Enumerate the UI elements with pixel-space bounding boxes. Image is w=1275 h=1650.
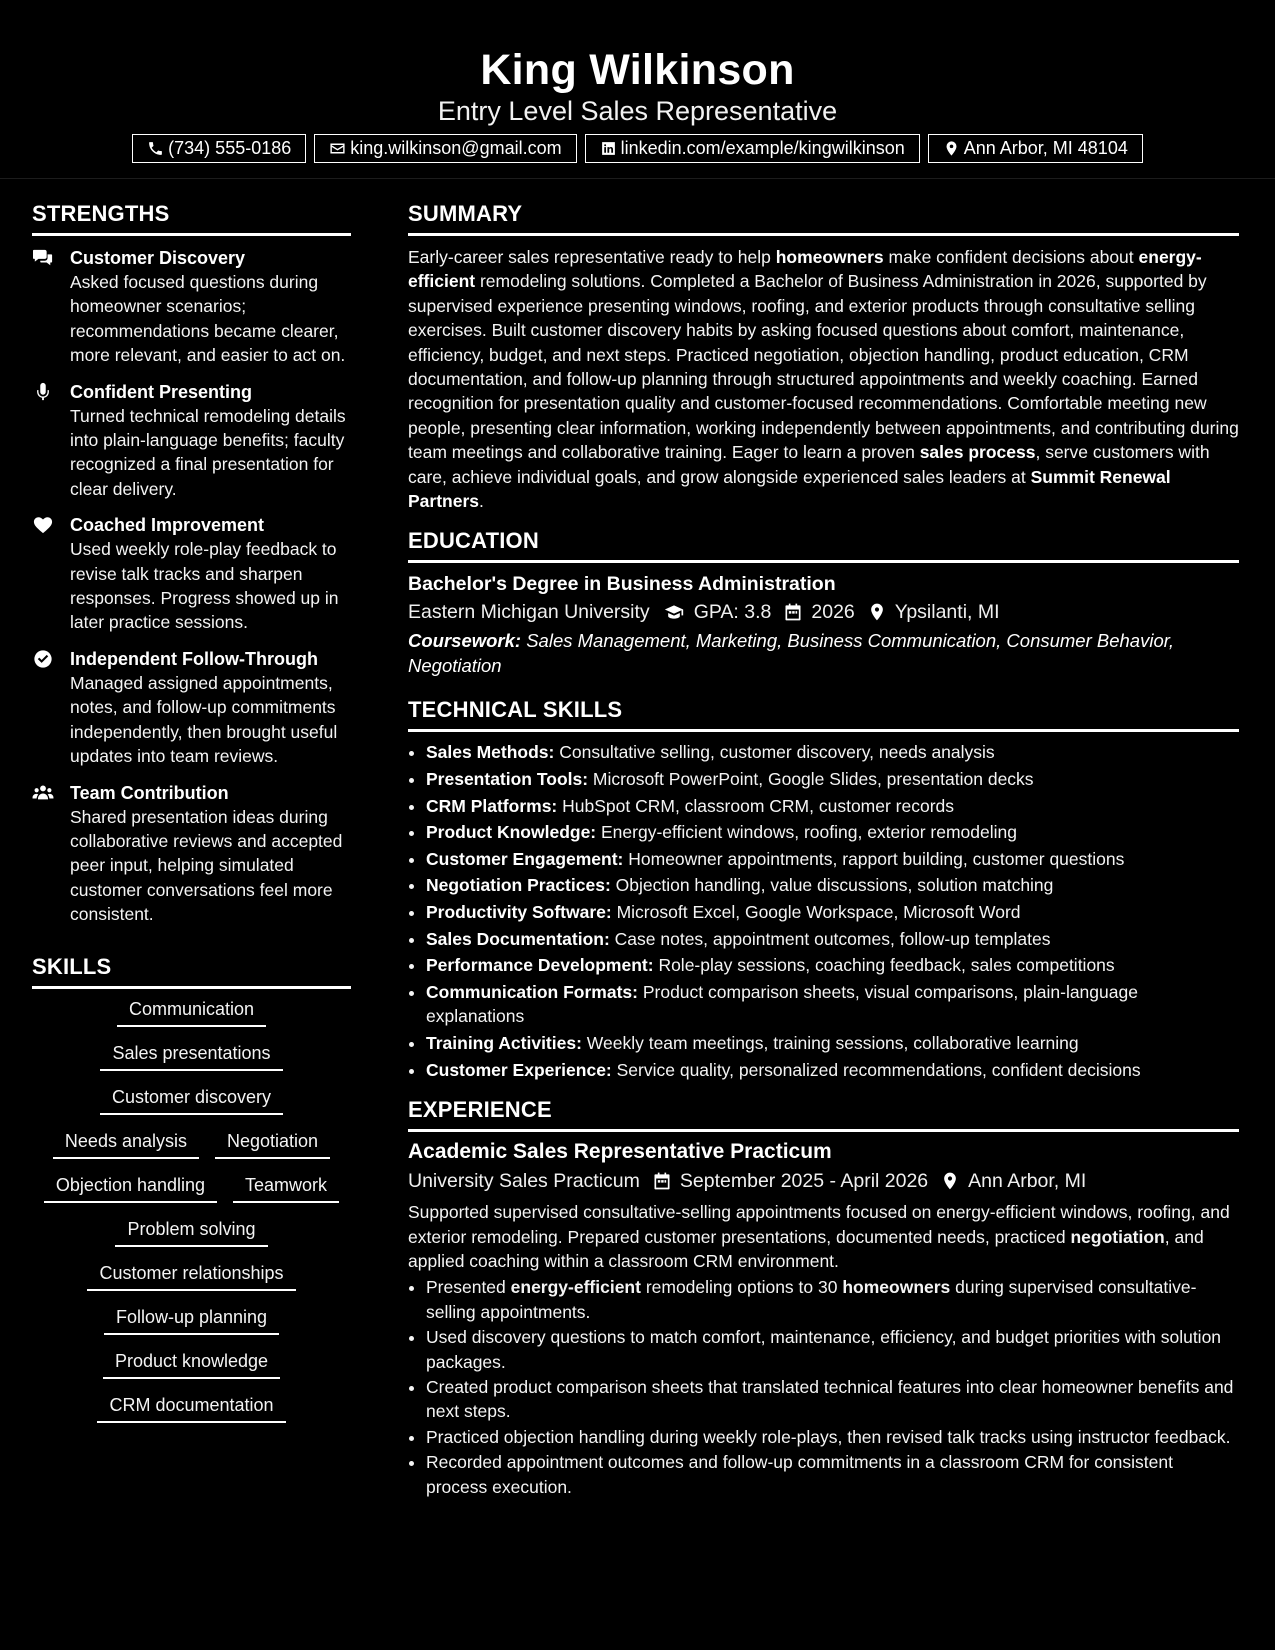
strength-item [32, 513, 351, 635]
skill-label: Customer Experience: [426, 1059, 612, 1080]
list-item [426, 953, 1239, 978]
org-name: University Sales Practicum [408, 1170, 640, 1193]
skill-pill: Negotiation [215, 1129, 330, 1159]
graduation-year: 2026 [811, 601, 855, 624]
strengths-list [32, 246, 351, 927]
skill-row [42, 1041, 341, 1071]
technical-skills-section [408, 696, 1239, 1082]
contact-location [928, 134, 1143, 163]
skill-row [42, 1305, 341, 1335]
linkedin-icon [600, 140, 617, 157]
skill-value: Service quality, personalized recommendations, confident decisions [611, 1059, 1141, 1080]
education-meta [408, 597, 1239, 627]
skills-heading: SKILLS [32, 953, 351, 989]
skill-value: HubSpot CRM, classroom CRM, customer records [557, 795, 955, 816]
bullet-part: Recorded appointment outcomes and follow-up commitments in a classroom CRM for consistent process execution. [426, 1452, 1173, 1497]
experience-dates: September 2025 - April 2026 [679, 1170, 929, 1193]
strength-desc: Used weekly role-play feedback to revise talk tracks and sharpen responses. Progress showed up in later practice sessions. [70, 539, 339, 633]
candidate-name: King Wilkinson [480, 46, 795, 94]
list-item [426, 1058, 1239, 1083]
map-pin-icon [940, 1171, 960, 1191]
strength-title: Customer Discovery [70, 248, 246, 268]
education-section [408, 527, 1239, 678]
contact-phone[interactable] [132, 134, 306, 163]
technical-skills-list [408, 740, 1239, 1082]
summary-part-bold: Summit Renewal Partners [408, 466, 1171, 512]
list-item [426, 1325, 1239, 1374]
map-pin-icon [943, 140, 960, 157]
list-item [426, 740, 1239, 765]
map-pin-icon [867, 602, 887, 622]
calendar-icon [783, 602, 803, 622]
summary-part: make confident decisions about [883, 247, 1139, 267]
summary-part: remodeling solutions. Completed a Bachelor of Business Administration in 2026, supported by supervised experience presenting windows, roofing, and exterior products through consultative selling exercises. Built customer discovery habits by asking focused questions about comfort, maintenance, efficiency, budget, and next steps. Practiced negotiation, objection handling, product education, CRM documentation, and follow-up planning through structured appointments and weekly coaching. Earned recognition for presentation quality and customer-focused recommendations. Comfortable meeting new people, presenting clear information, working independently between appointments, and contributing during team meetings and collaborative training. Eager to learn a proven [408, 271, 1239, 463]
list-item [426, 980, 1239, 1029]
skill-row [42, 1217, 341, 1247]
strength-title: Independent Follow-Through [70, 648, 318, 669]
list-item [426, 847, 1239, 872]
skill-value: Consultative selling, customer discovery, needs analysis [554, 742, 995, 763]
school-location: Ypsilanti, MI [894, 601, 1000, 624]
summary-text [408, 245, 1239, 513]
skill-value: Microsoft Excel, Google Workspace, Microsoft Word [611, 902, 1021, 923]
strength-desc: Managed assigned appointments, notes, and follow-up commitments independently, then brought useful updates into team reviews. [70, 672, 338, 767]
skills-section [32, 953, 351, 1423]
skill-pill: Follow-up planning [104, 1305, 279, 1335]
experience-section [408, 1096, 1239, 1499]
strength-item [32, 246, 351, 368]
bullet-part: Used discovery questions to match comfort, maintenance, efficiency, and budget priorities with solution packages. [426, 1327, 1222, 1372]
calendar-icon [652, 1171, 672, 1191]
microphone-icon [32, 382, 54, 402]
strength-item [32, 781, 351, 927]
bullet-part: Presented [426, 1277, 511, 1298]
skill-row [42, 1085, 341, 1115]
degree-title: Bachelor's Degree in Business Administration [408, 573, 836, 596]
list-item [426, 873, 1239, 898]
strength-desc: Turned technical remodeling details into plain-language benefits; faculty recognized a final presentation for clear delivery. [70, 405, 346, 499]
right-column [408, 200, 1239, 1500]
role-title: Academic Sales Representative Practicum [408, 1140, 832, 1164]
strength-title: Team Contribution [70, 782, 229, 803]
skill-row [42, 997, 341, 1027]
strength-title: Confident Presenting [70, 381, 253, 402]
skill-row [42, 1393, 341, 1423]
contact-phone-text: (734) 555-0186 [168, 138, 292, 158]
bullet-part-bold: energy-efficient [510, 1277, 641, 1298]
school-name: Eastern Michigan University [408, 601, 650, 624]
skill-row [42, 1261, 341, 1291]
check-circle-icon [32, 649, 54, 669]
technical-skills-heading: TECHNICAL SKILLS [408, 696, 1239, 732]
coursework-label: Coursework: [408, 630, 522, 652]
experience-meta [408, 1166, 1239, 1196]
list-item [426, 1450, 1239, 1499]
resume-header [0, 0, 1275, 179]
skill-label: Negotiation Practices: [426, 875, 611, 896]
skill-row [42, 1173, 341, 1203]
skill-pill: Customer discovery [100, 1085, 283, 1115]
experience-heading: EXPERIENCE [408, 1096, 1239, 1132]
graduation-cap-icon [662, 602, 686, 622]
skill-value: Weekly team meetings, training sessions, collaborative learning [581, 1033, 1079, 1053]
skill-value: Case notes, appointment outcomes, follow-up templates [609, 928, 1051, 949]
skill-label: Productivity Software: [426, 902, 612, 923]
bullet-part: Created product comparison sheets that translated technical features into clear homeowner benefits and next steps. [426, 1377, 1234, 1422]
skill-label: Performance Development: [426, 955, 654, 976]
list-item [426, 900, 1239, 925]
skill-value: Energy-efficient windows, roofing, exterior remodeling [596, 822, 1017, 843]
comments-icon [32, 248, 54, 268]
skill-row [42, 1129, 341, 1159]
strength-desc: Shared presentation ideas during collaborative reviews and accepted peer input, helping simulated customer conversations feel more consistent. [70, 806, 343, 925]
list-item [426, 1375, 1239, 1424]
users-icon [32, 783, 54, 803]
skill-pill: Customer relationships [87, 1261, 295, 1291]
list-item [426, 927, 1239, 952]
left-column [32, 200, 351, 1423]
bullet-part: Practiced objection handling during weekly role-plays, then revised talk tracks using instructor feedback. [426, 1426, 1231, 1447]
contact-email-text: king.wilkinson@gmail.com [350, 138, 562, 158]
summary-part: Early-career sales representative ready to help [408, 247, 776, 267]
summary-part-bold: energy-efficient [408, 247, 1202, 292]
list-item [426, 1031, 1239, 1056]
skills-pills [32, 989, 351, 1423]
envelope-icon [329, 140, 346, 157]
skill-value: Microsoft PowerPoint, Google Slides, presentation decks [588, 769, 1034, 790]
skill-pill: Communication [117, 997, 266, 1027]
skill-pill: CRM documentation [97, 1393, 285, 1423]
skill-pill: Product knowledge [103, 1349, 280, 1379]
bullet-part: remodeling options to 30 [640, 1277, 843, 1298]
experience-location: Ann Arbor, MI [968, 1170, 1087, 1193]
strength-item [32, 380, 351, 502]
list-item [426, 1425, 1239, 1449]
desc-part-bold: negotiation [1070, 1226, 1165, 1247]
experience-bullets [408, 1275, 1239, 1499]
phone-icon [147, 140, 164, 157]
summary-part: . [479, 491, 484, 512]
skill-row [42, 1349, 341, 1379]
summary-heading: SUMMARY [408, 200, 1239, 236]
skill-pill: Objection handling [44, 1173, 217, 1203]
gpa-value: GPA: 3.8 [693, 601, 772, 624]
contact-linkedin-text: linkedin.com/example/kingwilkinson [620, 138, 905, 158]
contact-linkedin[interactable] [585, 134, 920, 163]
candidate-title: Entry Level Sales Representative [437, 96, 838, 126]
strengths-heading: STRENGTHS [32, 200, 351, 236]
contact-location-text: Ann Arbor, MI 48104 [963, 138, 1128, 158]
contact-bar [0, 134, 1275, 163]
heart-icon [32, 515, 54, 535]
contact-email[interactable] [314, 134, 576, 163]
skill-label: CRM Platforms: [426, 795, 558, 816]
summary-part: , serve customers with care, achieve individual goals, and grow alongside experienced sales leaders at [408, 442, 1210, 487]
skill-value: Homeowner appointments, rapport building, customer questions [623, 848, 1125, 869]
bullet-part-bold: homeowners [842, 1277, 951, 1298]
skill-label: Sales Documentation: [426, 928, 610, 949]
strength-item [32, 647, 351, 769]
skill-pill: Teamwork [233, 1173, 339, 1203]
bullet-part: during supervised consultative-selling appointments. [426, 1277, 1197, 1322]
coursework [408, 629, 1239, 678]
skill-label: Sales Methods: [426, 742, 555, 763]
list-item [426, 794, 1239, 819]
strength-title: Coached Improvement [70, 515, 265, 536]
skill-pill: Problem solving [115, 1217, 267, 1247]
skill-value: Role-play sessions, coaching feedback, sales competitions [653, 955, 1115, 976]
strength-desc: Asked focused questions during homeowner scenarios; recommendations became clearer, more relevant, and easier to act on. [70, 272, 346, 366]
skill-pill: Needs analysis [53, 1129, 199, 1159]
desc-part: Supported supervised consultative-selling appointments focused on energy-efficient windows, roofing, and exterior remodeling. Prepared customer presentations, documented needs, practiced [408, 1202, 1230, 1247]
summary-part-bold: homeowners [775, 247, 884, 267]
list-item [426, 767, 1239, 792]
skill-label: Product Knowledge: [426, 822, 597, 843]
skill-label: Training Activities: [426, 1033, 582, 1053]
skill-value: Objection handling, value discussions, solution matching [610, 875, 1054, 896]
skill-label: Customer Engagement: [426, 848, 624, 869]
education-heading: EDUCATION [408, 527, 1239, 563]
skill-pill: Sales presentations [100, 1041, 282, 1071]
skill-value: Product comparison sheets, visual comparisons, plain-language explanations [426, 981, 1138, 1027]
list-item [426, 1275, 1239, 1324]
summary-part-bold: sales process [919, 442, 1036, 463]
experience-description [408, 1200, 1239, 1273]
skill-label: Presentation Tools: [426, 769, 589, 790]
coursework-list: Sales Management, Marketing, Business Communication, Consumer Behavior, Negotiation [408, 630, 1175, 676]
list-item [426, 820, 1239, 845]
skill-label: Communication Formats: [426, 981, 638, 1002]
desc-part: , and applied coaching within a classroom CRM environment. [408, 1226, 1204, 1271]
